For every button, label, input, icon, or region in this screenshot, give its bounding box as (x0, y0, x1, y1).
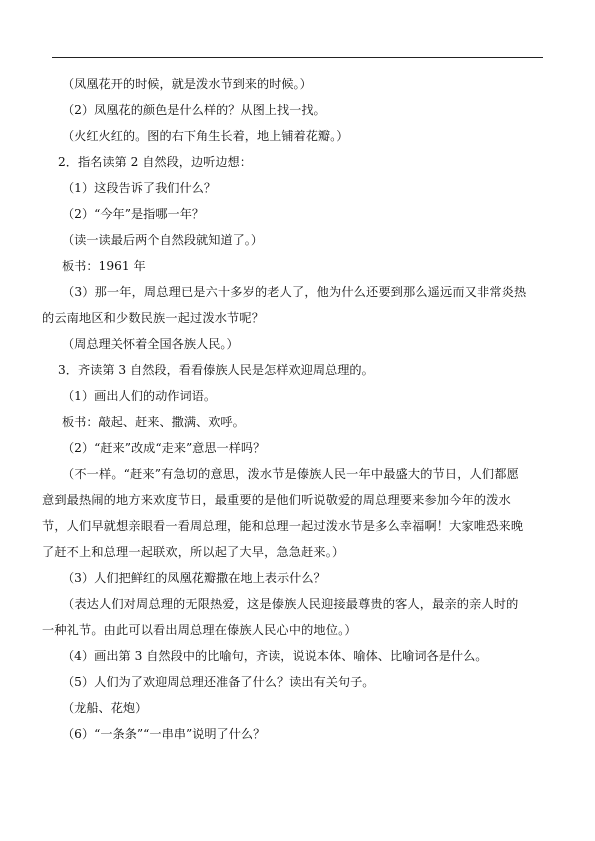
answer-petals-meaning: （表达人们对周总理的无限热爱，这是傣族人民迎接最尊贵的客人，最亲的亲人时的一种礼节。由此可以看出周总理在傣族人民心中的地位。） (42, 597, 519, 637)
question-flower-color: （2）凤凰花的颜色是什么样的？从图上找一找。 (62, 103, 326, 117)
board-note-actions: 板书：敲起、赶来、撒满、欢呼。 (62, 415, 245, 429)
answer-this-year: （读一读最后两个自然段就知道了。） (62, 233, 264, 247)
answer-care-for-people: （周总理关怀着全国各族人民。） (62, 337, 239, 351)
step-3-heading: 3．齐读第 3 自然段，看看傣族人民是怎样欢迎周总理的。 (58, 363, 374, 377)
answer-fenghuang-time: （凤凰花开的时候，就是泼水节到来的时候。） (62, 77, 312, 91)
task-metaphor: （4）画出第 3 自然段中的比喻句，齐读，说说本体、喻体、比喻词各是什么。 (62, 649, 488, 663)
question-petals-meaning: （3）人们把鲜红的凤凰花瓣撒在地上表示什么？ (62, 571, 326, 585)
question-yitiaotiao-yichuanchuan: （6）“一条条”“一串串”说明了什么？ (62, 727, 266, 741)
header-rule (52, 57, 543, 58)
question-ganlai-zoulai: （2）“赶来”改成“走来”意思一样吗？ (62, 441, 266, 455)
task-action-words: （1）画出人们的动作词语。 (62, 389, 217, 403)
question-this-year: （2）“今年”是指哪一年？ (62, 207, 205, 221)
document-body (42, 71, 548, 747)
question-paragraph-meaning: （1）这段告诉了我们什么？ (62, 181, 217, 195)
answer-flower-color: （火红火红的。图的右下角生长着，地上铺着花瓣。） (62, 129, 349, 143)
answer-ganlai-explanation: （不一样。“赶来”有急切的意思，泼水节是傣族人民一年中最盛大的节日，人们都愿意到最热闹的地方来欢度节日，最重要的是他们听说敬爱的周总理要来参加今年的泼水节，人们早就想亲眼看一看周总理，能和总理一起过泼水节是多么幸福啊！大家唯恐来晚了赶不上和总理一起联欢，所以起了大早，急急赶来。） (42, 467, 524, 559)
question-other-preparations: （5）人们为了欢迎周总理还准备了什么？读出有关句子。 (62, 675, 375, 689)
answer-dragon-boats: （龙船、花炮） (62, 701, 148, 715)
board-note-1961: 板书：1961 年 (62, 259, 146, 273)
step-2-heading: 2．指名读第 2 自然段，边听边想： (58, 155, 252, 169)
question-why-travel: （3）那一年，周总理已是六十多岁的老人了，他为什么还要到那么遥远而又非常炎热的云南地区和少数民族一起过泼水节呢？ (42, 285, 527, 325)
